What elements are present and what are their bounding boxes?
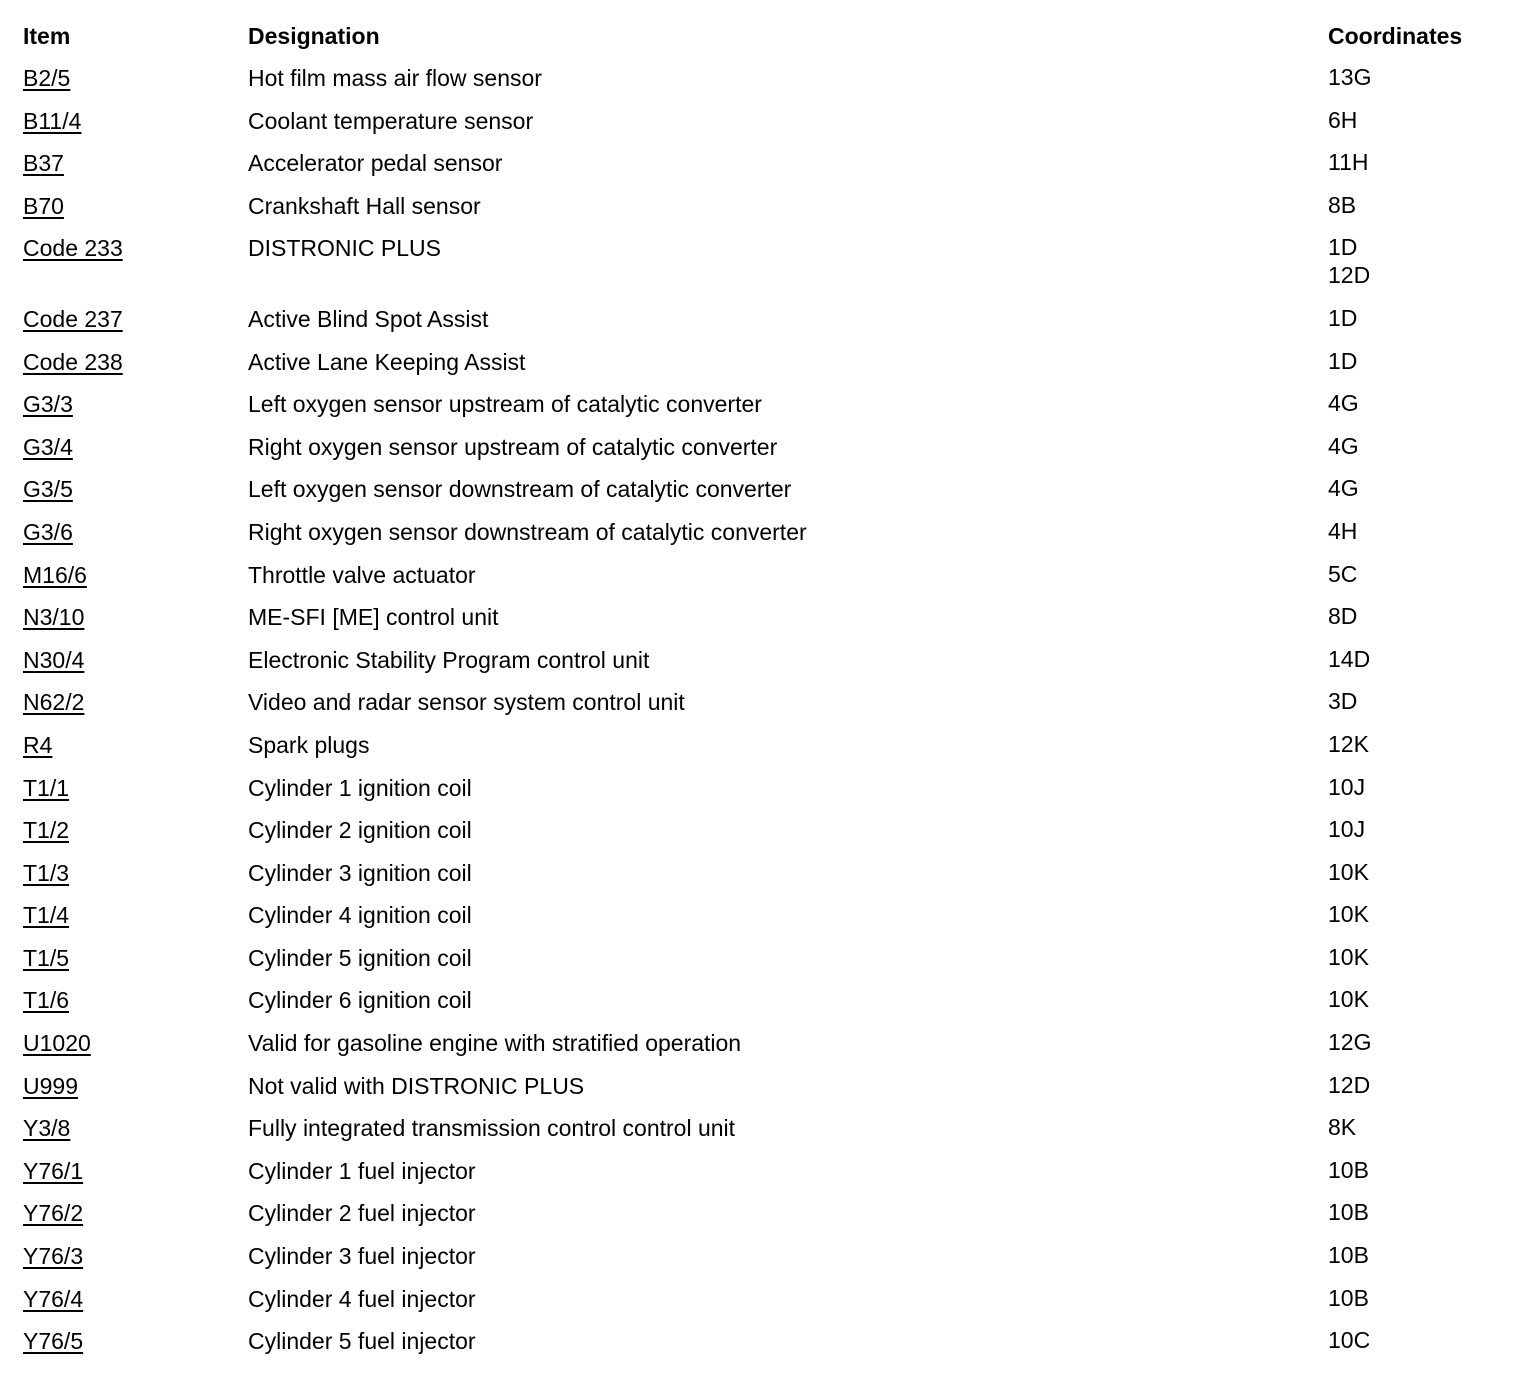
item-cell [23,389,73,419]
coordinate-value: 11H [1328,149,1369,176]
coordinates-cell [1328,474,1359,502]
table-row [23,943,1503,986]
coordinates-cell [1328,730,1369,758]
item-cell [23,1284,83,1314]
item-link[interactable]: R4 [23,731,53,758]
item-link[interactable]: B2/5 [23,65,71,91]
designation-cell: Accelerator pedal sensor [248,150,503,177]
item-cell [23,106,81,136]
table-row [23,389,1503,432]
coordinate-value: 8K [1328,1114,1357,1141]
item-cell [23,191,64,221]
designation-cell: Cylinder 1 ignition coil [248,774,472,801]
coordinate-value: 12G [1328,1029,1372,1056]
designation-cell: Right oxygen sensor upstream of catalytic converter [248,433,778,460]
table-row [23,106,1503,149]
coordinates-cell [1328,1198,1369,1226]
item-link[interactable]: B37 [23,150,64,177]
item-link[interactable]: B11/4 [23,107,82,134]
coordinates-cell [1328,432,1359,460]
item-link[interactable]: Y3/8 [23,1115,71,1142]
table-row [23,63,1503,106]
coordinate-value: 10K [1328,858,1369,885]
item-cell [23,943,69,973]
coordinate-value: 12K [1328,730,1369,757]
table-row [23,1198,1503,1241]
table-row [23,1071,1503,1114]
designation-cell: Crankshaft Hall sensor [248,192,481,219]
coordinates-cell [1328,347,1357,375]
coordinates-cell [1328,943,1369,971]
table-row [23,687,1503,730]
item-cell [23,858,69,888]
legend-header [23,21,1503,63]
coordinates-cell [1328,1113,1356,1141]
table-row [23,432,1503,475]
legend-rows [23,63,1503,1369]
coordinates-cell [1328,389,1359,417]
coordinates-cell [1328,1284,1369,1312]
item-cell [23,773,69,803]
designation-cell: Spark plugs [248,731,370,758]
coordinate-value: 10K [1328,986,1369,1013]
coordinate-value: 12D [1328,262,1371,289]
item-column-header: Item [23,23,71,49]
table-row [23,347,1503,390]
designation-cell: Video and radar sensor system control unit [248,689,685,716]
coordinate-value: 10B [1328,1284,1369,1311]
coordinates-cell [1328,1326,1370,1354]
item-cell [23,304,123,334]
designation-cell: Throttle valve actuator [248,561,476,588]
coordinate-value: 10B [1328,1156,1369,1183]
table-row [23,1284,1503,1327]
table-row [23,985,1503,1028]
coordinates-cell [1328,191,1356,219]
coordinates-cell [1328,560,1357,588]
coordinates-cell [1328,687,1357,715]
table-row [23,304,1503,347]
coordinate-value: 10J [1328,773,1366,800]
coordinate-value: 4H [1328,517,1358,544]
designation-cell: Not valid with DISTRONIC PLUS [248,1072,585,1099]
item-link[interactable]: M16/6 [23,561,87,588]
coordinates-cell [1328,106,1357,134]
coordinate-value: 3D [1328,688,1358,715]
designation-cell: Cylinder 2 ignition coil [248,817,472,844]
coordinates-cell [1328,815,1365,843]
coordinate-value: 10B [1328,1242,1369,1269]
item-cell [23,730,52,760]
coordinate-value: 1D [1328,304,1358,331]
item-cell [23,347,123,377]
coordinates-cell [1328,602,1357,630]
item-cell [23,517,73,547]
designation-cell: Coolant temperature sensor [248,107,534,134]
item-cell [23,687,84,717]
designation-cell: Cylinder 5 ignition coil [248,944,472,971]
coordinates-cell [1328,1156,1369,1184]
coordinate-value: 10J [1328,816,1366,843]
designation-cell: ME-SFI [ME] control unit [248,604,499,631]
designation-cell: Cylinder 3 fuel injector [248,1243,476,1270]
item-cell [23,474,73,504]
item-link[interactable]: T1/4 [23,902,70,929]
coordinates-cell [1328,304,1357,332]
table-row [23,191,1503,234]
item-cell [23,233,123,263]
coordinate-value: 1D [1328,234,1358,261]
designation-cell: Valid for gasoline engine with stratified operation [248,1030,742,1057]
coordinates-cell [1328,148,1369,176]
designation-cell: Active Lane Keeping Assist [248,348,526,375]
item-cell [23,985,69,1015]
item-link[interactable]: N30/4 [23,646,85,673]
designation-cell: Right oxygen sensor downstream of catalytic converter [248,518,807,545]
item-link[interactable]: Code 237 [23,305,123,332]
designation-cell: Active Blind Spot Assist [248,305,489,332]
table-row [23,1326,1503,1369]
designation-cell: Cylinder 5 fuel injector [248,1328,476,1355]
coordinates-cell [1328,985,1369,1013]
item-link[interactable]: N3/10 [23,604,85,631]
item-link[interactable]: G3/6 [23,518,73,545]
item-link[interactable]: Y76/5 [23,1328,84,1355]
item-link[interactable]: T1/5 [23,944,70,971]
item-link[interactable]: Code 238 [23,348,123,375]
item-link[interactable]: U1020 [23,1030,91,1057]
table-row [23,1028,1503,1071]
coordinate-value: 6H [1328,106,1358,133]
coordinate-value: 8B [1328,191,1357,218]
designation-cell: Left oxygen sensor upstream of catalytic converter [248,391,762,418]
item-cell [23,1028,91,1058]
item-cell [23,432,73,462]
table-row [23,1113,1503,1156]
table-row [23,900,1503,943]
item-cell [23,1198,83,1228]
designation-cell: Cylinder 2 fuel injector [248,1200,476,1227]
item-cell [23,645,84,675]
designation-cell: Left oxygen sensor downstream of catalytic converter [248,476,792,503]
coordinate-value: 1D [1328,347,1358,374]
item-link[interactable]: G3/3 [23,391,73,418]
coordinates-cell [1328,517,1357,545]
coordinate-value: 14D [1328,645,1371,672]
item-link[interactable]: Y76/2 [23,1200,84,1227]
item-link[interactable]: T1/1 [23,774,70,801]
designation-cell: Cylinder 6 ignition coil [248,987,472,1014]
item-link[interactable]: G3/4 [23,433,73,460]
designation-column-header: Designation [248,23,380,49]
coordinates-column-header: Coordinates [1328,23,1463,49]
designation-cell: Cylinder 4 ignition coil [248,902,472,929]
table-row [23,148,1503,191]
table-row [23,560,1503,603]
coordinate-value: 12D [1328,1071,1371,1098]
coordinate-value: 10K [1328,901,1369,928]
table-row [23,474,1503,517]
item-link[interactable]: T1/6 [23,987,70,1014]
coordinates-cell [1328,645,1370,673]
item-cell [23,1071,78,1101]
coordinate-value: 4G [1328,432,1359,459]
item-cell [23,63,70,93]
item-cell [23,815,69,845]
designation-cell: DISTRONIC PLUS [248,235,441,262]
item-cell [23,1156,83,1186]
coordinate-value: 8D [1328,603,1358,630]
coordinates-cell [1328,63,1371,91]
coordinate-value: 4G [1328,475,1359,502]
coordinate-value: 4G [1328,390,1359,417]
item-link[interactable]: T1/2 [23,817,70,844]
designation-cell: Cylinder 3 ignition coil [248,859,472,886]
coordinates-cell [1328,233,1370,289]
item-link[interactable]: Y76/4 [23,1285,84,1312]
coordinates-cell [1328,900,1369,928]
item-link[interactable]: Y76/3 [23,1243,84,1270]
table-row [23,815,1503,858]
item-cell [23,1241,83,1271]
item-link[interactable]: Y76/1 [23,1157,84,1184]
item-cell [23,1113,70,1143]
designation-cell: Hot film mass air flow sensor [248,65,542,91]
coordinate-value: 10B [1328,1199,1369,1226]
coordinates-cell [1328,1071,1370,1099]
table-row [23,1241,1503,1284]
designation-cell: Cylinder 1 fuel injector [248,1157,476,1184]
item-cell [23,148,64,178]
item-link[interactable]: B70 [23,192,64,219]
designation-cell: Cylinder 4 fuel injector [248,1285,476,1312]
item-cell [23,1326,83,1356]
table-row [23,602,1503,645]
coordinate-value: 5C [1328,560,1358,587]
table-row [23,233,1503,304]
item-cell [23,560,87,590]
coordinates-cell [1328,1028,1371,1056]
item-link[interactable]: U999 [23,1072,78,1099]
coordinate-value: 10C [1328,1327,1371,1354]
item-link[interactable]: Code 233 [23,235,123,262]
item-link[interactable]: N62/2 [23,689,85,716]
coordinates-cell [1328,858,1369,886]
table-row [23,773,1503,816]
table-row [23,858,1503,901]
item-cell [23,900,69,930]
component-legend [23,21,1503,1369]
table-row [23,645,1503,688]
designation-cell: Fully integrated transmission control control unit [248,1115,736,1142]
item-link[interactable]: G3/5 [23,476,73,503]
item-link[interactable]: T1/3 [23,859,70,886]
table-row [23,1156,1503,1199]
designation-cell: Electronic Stability Program control unit [248,646,650,673]
coordinate-value: 10K [1328,943,1369,970]
item-cell [23,602,84,632]
coordinates-cell [1328,1241,1369,1269]
coordinate-value: 13G [1328,64,1372,90]
table-row [23,517,1503,560]
table-row [23,730,1503,773]
coordinates-cell [1328,773,1365,801]
